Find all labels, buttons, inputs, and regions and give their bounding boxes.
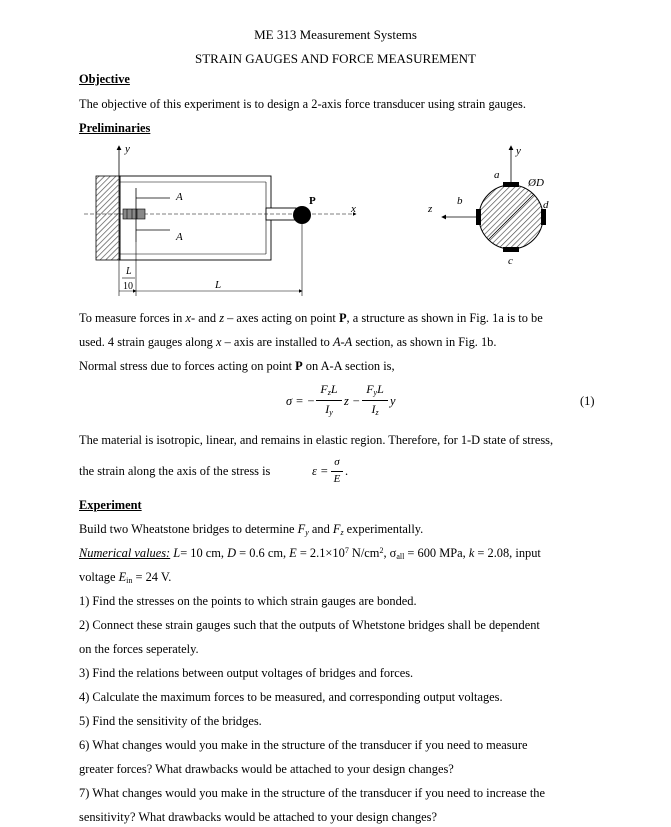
para2-line1: The material is isotropic, linear, and remains in elastic region. Therefore, for 1-D state of stress,	[79, 433, 554, 447]
strain-num: σ	[334, 456, 340, 468]
question-7-line2: sensitivity? What drawbacks would be attached to your design changes?	[79, 810, 437, 824]
question-5: 5) Find the sensitivity of the bridges.	[79, 714, 262, 728]
dim-small-den: 10	[123, 281, 133, 292]
eq-frac2-bar	[362, 400, 388, 401]
label-a: a	[494, 169, 500, 181]
para1-line3: Normal stress due to forces acting on point P on A-A section is,	[79, 359, 395, 373]
eq-tail: y	[390, 394, 396, 408]
strain-gauges	[123, 209, 145, 219]
label-d: d	[543, 199, 549, 211]
objective-heading: Objective	[79, 72, 130, 86]
question-4: 4) Calculate the maximum forces to be measured, and corresponding output voltages.	[79, 690, 503, 704]
question-7-line1: 7) What changes would you make in the structure of the transducer if you need to increase the	[79, 786, 545, 800]
question-6-line2: greater forces? What drawbacks would be attached to your design changes?	[79, 762, 454, 776]
point-p	[293, 206, 311, 224]
strain-lhs: ε =	[312, 464, 329, 478]
para1-line1: To measure forces in x- and z – axes acting on point P, a structure as shown in Fig. 1a is to be	[79, 311, 543, 325]
eq-frac1-den: $I_y$	[325, 402, 333, 417]
eq-frac2-den: $I_z$	[371, 402, 379, 417]
dim-small-num: L	[126, 266, 132, 277]
label-b: b	[457, 195, 463, 207]
strain-bar	[331, 471, 343, 472]
section-label-top: A	[176, 191, 183, 203]
equation-1	[0, 380, 671, 424]
experiment-line1: Build two Wheatstone bridges to determine $F_y$ and $F_z$ experimentally.	[79, 522, 424, 537]
x-axis-label: x	[351, 203, 356, 215]
question-2-line1: 2) Connect these strain gauges such that the outputs of Whetstone bridges shall be dependent	[79, 618, 540, 632]
point-p-label: P	[309, 195, 316, 207]
preliminaries-heading: Preliminaries	[79, 121, 151, 135]
eq-mid: z −	[344, 394, 361, 408]
label-c: c	[508, 255, 513, 267]
eq-frac1-bar	[316, 400, 342, 401]
section-label-bottom: A	[176, 231, 183, 243]
z-axis-label: z	[428, 203, 433, 215]
experiment-heading: Experiment	[79, 498, 142, 512]
question-6-line1: 6) What changes would you make in the structure of the transducer if you need to measure	[79, 738, 528, 752]
gauge-b	[476, 209, 481, 225]
eq-sigma: σ = −	[286, 394, 316, 408]
y-axis-label: y	[125, 143, 130, 155]
numerical-values-line2: voltage $E_{in} = 24$ V.	[79, 570, 172, 585]
course-title: ME 313 Measurement Systems	[254, 27, 417, 42]
question-3: 3) Find the relations between output voltages of bridges and forces.	[79, 666, 414, 680]
dim-large-label: L	[215, 279, 222, 291]
figure-1a-beam	[80, 138, 380, 300]
diameter-label: ØD	[528, 177, 544, 189]
eq-number: (1)	[580, 394, 595, 408]
question-2-line2: on the forces seperately.	[79, 642, 199, 656]
eq-frac2-num: $F_yL$	[366, 382, 384, 397]
eq-frac1-num: $F_zL$	[320, 382, 338, 397]
para1-line2: used. 4 strain gauges along x – axis are installed to A-A section, as shown in Fig. 1b.	[79, 335, 497, 349]
numerical-values-line1: Numerical values: L= 10 cm, D = 0.6 cm, $E = 2.1\times 10^7$ $N/cm^2$, $\sigma_{all} = 600$ MPa, k = 2.08, input	[79, 546, 541, 561]
strain-end: .	[345, 464, 349, 478]
figure-1b-section	[420, 140, 590, 270]
objective-text: The objective of this experiment is to design a 2-axis force transducer using strain gauges.	[79, 97, 526, 111]
gauge-c	[503, 247, 519, 252]
question-1: 1) Find the stresses on the points to which strain gauges are bonded.	[79, 594, 417, 608]
para2-line2: the strain along the axis of the stress is	[79, 464, 271, 478]
wall	[96, 176, 120, 260]
gauge-a	[503, 182, 519, 187]
strain-den: E	[333, 473, 341, 485]
y-axis-section-label: y	[516, 145, 521, 157]
gauge-d	[541, 209, 546, 225]
lab-title: STRAIN GAUGES AND FORCE MEASUREMENT	[195, 51, 476, 66]
